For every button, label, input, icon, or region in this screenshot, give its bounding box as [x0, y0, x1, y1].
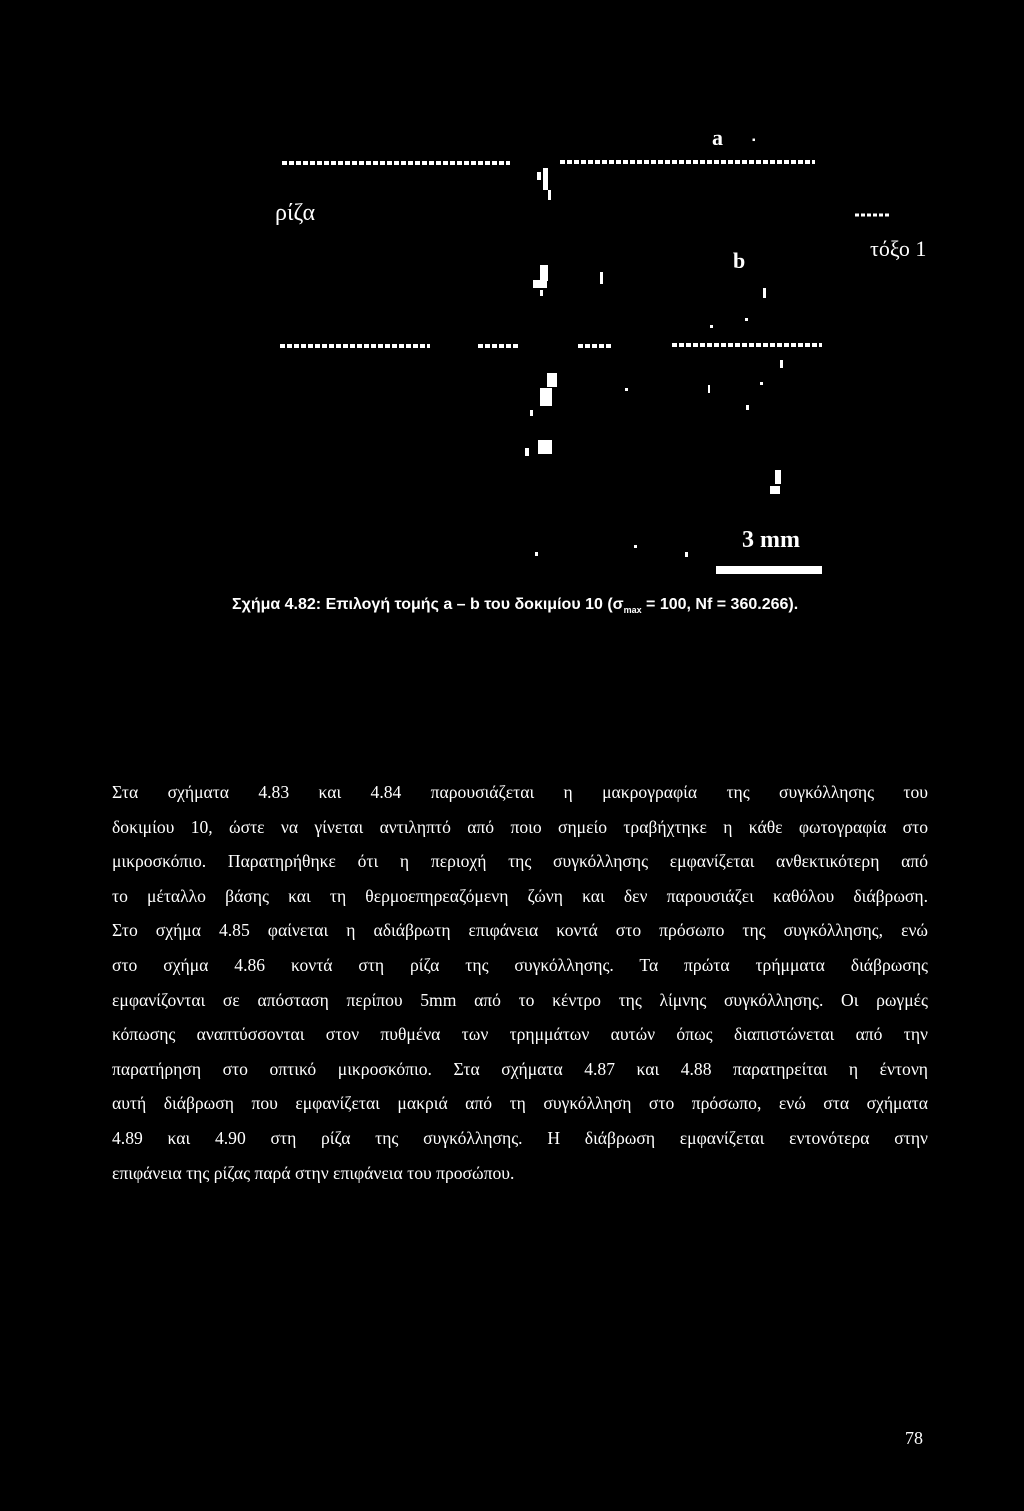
- body-line: δοκιμίου 10, ώστε να γίνεται αντιληπτό από ποιο σημείο τραβήχτηκε η κάθε φωτογραφία στο: [112, 816, 928, 837]
- caption-suffix: = 100, Nf = 360.266).: [641, 596, 799, 613]
- body-line: Στο σχήμα 4.85 φαίνεται η αδιάβρωτη επιφάνεια κοντά στο πρόσωπο της συγκόλλησης, ενώ: [112, 920, 928, 941]
- figure-caption: [232, 596, 798, 615]
- body-line: το μέταλλο βάσης και τη θερμοεπηρεαζόμενη ζώνη και δεν παρουσιάζει καθόλου διάβρωση.: [112, 885, 928, 906]
- body-line: στο σχήμα 4.86 κοντά στη ρίζα της συγκόλλησης. Τα πρώτα τρήμματα διάβρωσης: [112, 954, 928, 975]
- body-line: παρατήρηση στο οπτικό μικροσκόπιο. Στα σχήματα 4.87 και 4.88 παρατηρείται η έντονη: [112, 1058, 928, 1079]
- page-number: 78: [905, 1428, 923, 1448]
- label-a-dot: ▪: [752, 135, 756, 146]
- label-root: ρίζα: [275, 200, 316, 226]
- label-a: a: [712, 125, 723, 150]
- body-line: εμφανίζονται σε απόσταση περίπου 5mm από το κέντρο της λίμνης συγκόλλησης. Οι ρωγμές: [112, 989, 928, 1010]
- macrograph-drawing: [0, 0, 1024, 600]
- body-line: επιφάνεια της ρίζας παρά στην επιφάνεια του προσώπου.: [112, 1162, 515, 1183]
- body-line: μικροσκόπιο. Παρατηρήθηκε ότι η περιοχή της συγκόλλησης εμφανίζεται ανθεκτικότερη από: [112, 851, 928, 872]
- scale-label: 3 mm: [742, 527, 800, 553]
- figure-macrograph: [0, 0, 1024, 600]
- body-paragraph: [112, 775, 928, 1190]
- body-line: Στα σχήματα 4.83 και 4.84 παρουσιάζεται η μακρογραφία της συγκόλλησης του: [112, 782, 928, 802]
- scale-bar: [716, 566, 822, 574]
- caption-prefix: Σχήμα 4.82: Επιλογή τομής a – b του δοκιμίου 10 (σ: [232, 596, 624, 613]
- label-b: b: [733, 248, 746, 273]
- body-line: 4.89 και 4.90 στη ρίζα της συγκόλλησης. Η διάβρωση εμφανίζεται εντονότερα στην: [112, 1127, 928, 1148]
- body-line: κόπωσης αναπτύσσονται στον πυθμένα των τρημμάτων αυτών όπως διαπιστώνεται από την: [112, 1024, 928, 1045]
- caption-subscript: max: [623, 605, 642, 616]
- label-arc: τόξο 1: [870, 236, 927, 261]
- body-line: αυτή διάβρωση που εμφανίζεται μακριά από τη συγκόλληση στο πρόσωπο, ενώ στα σχήματα: [112, 1093, 928, 1114]
